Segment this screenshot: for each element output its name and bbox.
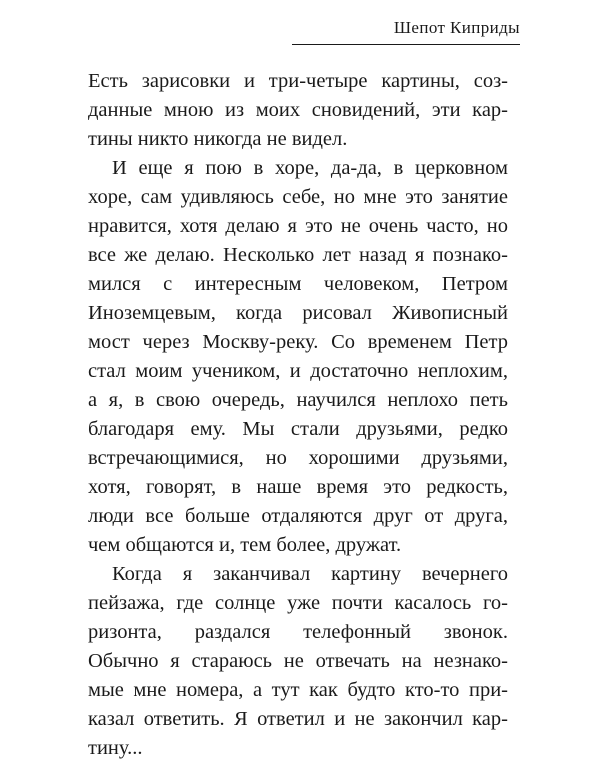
text-line: хотя, говорят, в наше время это редкость, (88, 476, 508, 498)
running-head: Шепот Киприды (393, 18, 520, 37)
text-line: Есть зарисовки и три-четыре картины, соз- (88, 70, 508, 92)
text-line: мые мне номера, а тут как будто кто-то при- (88, 679, 508, 701)
paragraph (88, 154, 508, 560)
paragraph (88, 560, 508, 763)
text-line: И еще я пою в хоре, да-да, в церковном (112, 157, 508, 179)
text-line: Иноземцевым, когда рисовал Живописный (88, 302, 508, 324)
text-line: тины никто никогда не видел. (88, 128, 348, 150)
text-line: тину... (88, 737, 143, 759)
text-line: мился с интересным человеком, Петром (88, 273, 508, 295)
text-line: а я, в свою очередь, научился неплохо петь (88, 389, 508, 411)
text-line: хоре, сам удивляюсь себе, но мне это занятие (88, 186, 508, 208)
text-line: нравится, хотя делаю я это не очень часто, но (88, 215, 508, 237)
paragraph (88, 67, 508, 154)
text-line: стал моим учеником, и достаточно неплохим, (88, 360, 508, 382)
header-rule (292, 44, 520, 45)
text-line: данные мною из моих сновидений, эти кар- (88, 99, 508, 121)
text-line: все же делаю. Несколько лет назад я познако- (88, 244, 508, 266)
text-line: казал ответить. Я ответил и не закончил кар- (88, 708, 508, 730)
text-line: люди все больше отдаляются друг от друга, (88, 505, 508, 527)
text-line: ризонта, раздался телефонный звонок. (88, 621, 508, 643)
text-line: мост через Москву-реку. Со временем Петр (88, 331, 508, 353)
text-line: Когда я заканчивал картину вечернего (112, 563, 508, 585)
text-line: Обычно я стараюсь не отвечать на незнако- (88, 650, 508, 672)
text-line: пейзажа, где солнце уже почти касалось го- (88, 592, 508, 614)
text-line: благодаря ему. Мы стали друзьями, редко (88, 418, 508, 440)
text-line: встречающимися, но хорошими друзьями, (88, 447, 508, 469)
text-line: чем общаются и, тем более, дружат. (88, 534, 402, 556)
page-body (88, 67, 508, 763)
